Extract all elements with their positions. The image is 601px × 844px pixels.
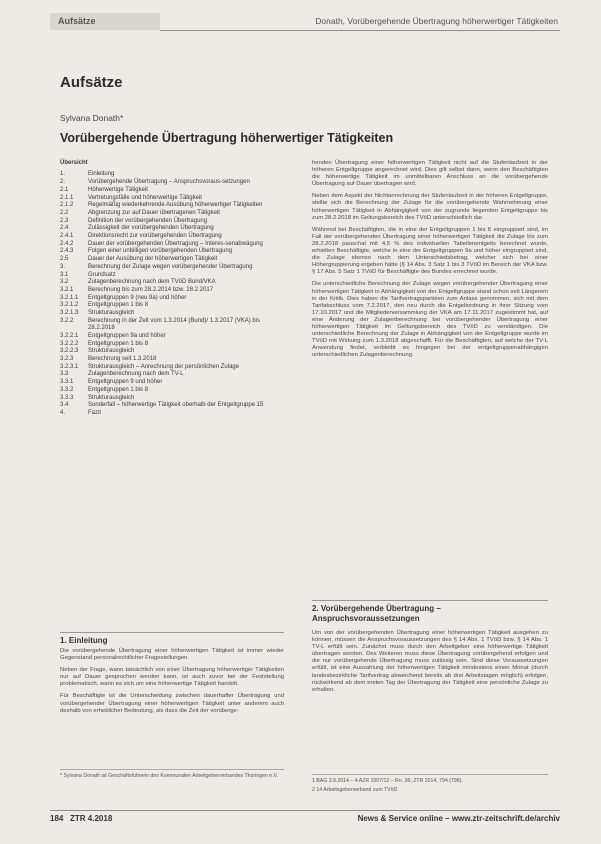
toc-item-number: 2.: [60, 179, 66, 186]
toc-item: [60, 333, 284, 340]
section-title: Aufsätze: [60, 74, 123, 91]
toc-item-text: Strukturausgleich: [88, 310, 135, 317]
toc-item: [60, 287, 284, 294]
header-tag-text: Aufsätze: [58, 16, 96, 26]
footnote: 2 14 Arbeitsgeberverband zum TVöD.: [312, 787, 399, 793]
toc-item: [60, 387, 284, 394]
toc-item-number: 2.4.3: [60, 248, 74, 255]
toc-item-text: Regelmäßig wiederkehrende Ausübung höherwertiger Tätigkeiten: [88, 202, 263, 209]
toc-item: [60, 279, 284, 286]
toc-item-text: Sonderfall – höherwertige Tätigkeit oberhalb der Entgeltgruppe 15: [88, 402, 264, 409]
toc-item-number: 3.3.2: [60, 386, 74, 393]
toc-item-text: Folgen einer unbilligen vorübergehenden Übertragung: [88, 248, 233, 255]
toc-item-number: 3.: [60, 263, 66, 270]
toc-item-number: 3.2.2.1: [60, 332, 79, 339]
toc-item-text: Vertretungsfälle und höherwertige Tätigkeit: [88, 194, 202, 201]
toc-item-text: Berechnung seit 1.3.2018: [88, 355, 157, 362]
toc-item-text: Berechnung in der Zeit vom 1.3.2014 (Bund)/ 1.3.2017 (VKA) bis 28.2.2018: [88, 317, 261, 332]
toc-item: [60, 187, 284, 194]
toc-item-text: Grundsatz: [88, 271, 116, 278]
toc-item-number: 2.4: [60, 225, 69, 232]
right-column-body: [312, 160, 548, 364]
toc-item-number: 2.1: [60, 186, 69, 193]
toc-item: [60, 248, 284, 255]
toc-item-number: 3.2.1.3: [60, 310, 79, 317]
header-section-tag: [50, 13, 160, 30]
toc-item-number: 2.2: [60, 209, 69, 216]
paragraph: Neben dem Aspekt der Nichtanrechnung der Stufenlaufzeit in der höheren Entgeltgruppe, stellte sich die Berechnung der Zulage für die vorübergehende Wahrnehmung einer höherwertigen Tätigkeit in Abhängigkeit von der zugrunde liegenden Entgeltgruppe bis zum 28.2.2018 im Geltungsbereich des TVöD unterschiedlich dar.: [312, 193, 548, 221]
page-number: 184: [50, 814, 64, 823]
paragraph: Neben der Frage, wann tatsächlich von einer Übertragung höherwertiger Tätigkeiten nur auf Dauer gesprochen werden kann, ist auch zuvor bei der Feststellung problematisch, wann es sich um eine höherwertige Tätigkeit handelt.: [60, 667, 284, 688]
toc-item: [60, 302, 284, 309]
paragraph: henden Übertragung einer höherwertigen Tätigkeit nicht auf die Stufenlaufzeit in der höheren Entgeltgruppe angerechnet wird. Dies gilt selbst dann, wenn den Beschäftigten die höherwertige Tätigkeit im unmittelbaren Anschluss an die vorübergehende Übertragung auf Dauer übertragen wird.: [312, 160, 548, 188]
toc-item-number: 3.2.2: [60, 317, 74, 324]
toc-item-number: 3.2.3.1: [60, 363, 79, 370]
toc-item-number: 2.4.1: [60, 233, 74, 240]
toc-item-number: 3.3.1: [60, 379, 74, 386]
toc-item-number: 3.3: [60, 371, 69, 378]
toc-item: [60, 272, 284, 279]
toc-item-number: 2.3: [60, 217, 69, 224]
toc-item-number: 3.2.1.2: [60, 302, 79, 309]
footer-link[interactable]: News & Service online – www.ztr-zeitschrift.de/archiv: [357, 814, 560, 823]
toc-item-text: Zulässigkeit der vorübergehenden Übertragung: [88, 225, 214, 232]
page-footer: [50, 810, 560, 825]
paragraph: Während bei Beschäftigten, die in eine der Entgeltgruppen 1 bis 8 eingruppiert sind, im Fall der vorübergehenden Übertragung einer höherwertigen Tätigkeit die Zulage bis zum 28.2.2018 pauschal mit 4,5 % des individuellen Tabellenentgelts berechnet wurde, erhielten Beschäftigte, welche in eine der Entgeltgruppen 9a und höher eingruppiert sind, die Zulage ebenso nach dem Unterschiedsbetrag, welcher sich bei einer Höhergruppierung ergeben hätte (§ 14 Abs. 3 Satz 1 bis 3 TVöD im Bereich der VKA bzw. § 17 Abs. 5 Satz 1 TVöD für Beschäftigte des Bundes errechnet wurde.: [312, 226, 548, 276]
toc-item-text: Vorübergehende Übertragung – Anspruchsvoraus-setzungen: [88, 179, 250, 186]
toc-item-text: Entgeltgruppen 1 bis 8: [88, 340, 149, 347]
toc-item-number: 2.5: [60, 256, 69, 263]
paragraph: Um von der vorübergehenden Übertragung einer höherwertigen Tätigkeit ausgehen zu können, müssen die Anspruchsvoraussetzungen des § 14 Abs. 1 TVöD bzw. § 14 Abs. 1 TV-L erfüllt sein. Zunächst muss durch den Arbeitgeber eine höherwertige Tätigkeit übertragen worden. Des Weiteren muss diese Übertragung vorübergehend erfolgen und die nur vorübergehende Übertragung muss zulässig sein. Sind diese Voraussetzungen erfüllt, ist eine Auszahlung der höherwertigen Tätigkeit mindestens einen Monat (durch landesbezirkliche Tarifvertrag abweichend bereits ab drei Arbeitstagen möglich) erfolgen, rückwirkend ab dem ersten Tag der Übertragung der Tätigkeit eine persönliche Zulage zu erhalten.: [312, 630, 548, 693]
heading-einleitung: 1. Einleitung: [60, 632, 284, 645]
toc-item: [60, 264, 284, 271]
toc-item: [60, 379, 284, 386]
paragraph: Die unterschiedliche Berechnung der Zulage wegen vorübergehender Übertragung einer höherwertigen Tätigkeit in Abhängigkeit von der Entgeltgruppe stand schon seit Längerem in der Kritik. Dies haben die Tarifvertragsparteien zum Anlass genommen, sich mit dem Tarifabschluss vom 7.2.2017, den neu durch die Entgeltordnung in ihrer Sitzung vom 17.10.2017 und die Mitgliederversammlung der VKA am 17.11.2017 zugestimmt hat, auf eine Änderung der Zulagenberechnung bei vorübergehender Übertragung einer höherwertigen Tätigkeit im Geltungsbereich des TVöD zu verständigen. Die unterschiedliche Berechnung der Zulage in Abhängigkeit von der Entgeltgruppe wurde im TVöD mit Wirkung zum 1.3.2018 abgeschafft. Für die Beschäftigten, auf welche der TV-L Anwendung findet, verbleibt es hingegen bei der entgeltgruppenabhängigen unterschiedlichen Zulagenberechnung.: [312, 281, 548, 359]
toc-item: [60, 341, 284, 348]
toc-item: [60, 356, 284, 363]
toc-item-number: 3.2: [60, 279, 69, 286]
toc-item-number: 2.4.2: [60, 240, 74, 247]
toc-item: [60, 348, 284, 355]
toc-list: [60, 171, 284, 417]
toc-item-text: Zulagenberechnung nach dem TVöD Bund/VKA: [88, 279, 216, 286]
toc-item: [60, 295, 284, 302]
toc-item: [60, 179, 284, 186]
toc-item-text: Entgeltgruppen 1 bis 8: [88, 386, 149, 393]
journal-issue: ZTR 4.2018: [70, 814, 113, 823]
left-footnote: * Sylvana Donath ist Geschäftsführerin des Kommunalen Arbeitgeberverbandes Thüringen e.V.: [60, 769, 284, 779]
paragraph: Die vorübergehende Übertragung einer höherwertigen Tätigkeit ist immer wieder Gegenstand personalrechtlicher Fragestellungen.: [60, 648, 284, 662]
toc-heading: Übersicht: [60, 160, 88, 166]
toc-item: [60, 395, 284, 402]
toc-item-text: Einleitung: [88, 171, 115, 178]
right-footnotes: [312, 774, 548, 796]
toc-item-text: Strukturausgleich – Anrechnung der persönlichen Zulage: [88, 363, 240, 370]
toc-item: [60, 225, 284, 232]
toc-item-text: Entgeltgruppen 1 bis 8: [88, 302, 149, 309]
toc-item-text: Abgrenzung zur auf Dauer übertragenen Tätigkeit: [88, 209, 220, 216]
toc-item-text: Direktionsrecht zur vorübergehenden Übertragung: [88, 233, 222, 240]
running-header: [50, 13, 560, 30]
toc-item: [60, 364, 284, 371]
toc-item-number: 3.2.1.1: [60, 294, 79, 301]
toc-item-number: 1.: [60, 171, 66, 178]
toc-item-text: Berechnung bis zum 28.2.2014 bzw. 28.2.2017: [88, 286, 214, 293]
toc-item-text: Höherwertige Tätigkeit: [88, 186, 148, 193]
toc-item-text: Entgeltgruppen 9a und höher: [88, 332, 166, 339]
table-of-contents: [60, 160, 284, 418]
toc-item-text: Fazit: [88, 409, 102, 416]
toc-item-text: Berechnung der Zulage wegen vorübergehender Übertragung: [88, 263, 253, 270]
toc-item-number: 3.2.2.2: [60, 340, 79, 347]
right-column-body-2: [312, 630, 548, 699]
toc-item: [60, 195, 284, 202]
toc-item-number: 3.2.3: [60, 355, 74, 362]
toc-item-number: 2.1.2: [60, 202, 74, 209]
heading-anspruchsvoraussetzungen: 2. Vorübergehende Übertragung – Anspruchsvoraussetzungen: [312, 600, 548, 624]
toc-item-number: 4.: [60, 409, 66, 416]
footnote: 1 BAG 3.9.2014 – 4 AZR 1007/12 – Rn. 36; ZTR 2014, 794 (798).: [312, 778, 463, 784]
toc-item-text: Definition der vorübergehenden Übertragung: [88, 217, 208, 224]
toc-item: [60, 310, 284, 317]
author: Sylvana Donath*: [60, 113, 124, 123]
left-column-body: [60, 648, 284, 720]
toc-item: [60, 202, 284, 209]
header-running-title: Donath, Vorübergehende Übertragung höherwertiger Tätigkeiten: [315, 16, 558, 26]
toc-item: [60, 233, 284, 240]
article-title: Vorübergehende Übertragung höherwertiger Tätigkeiten: [60, 131, 394, 145]
paragraph: Für Beschäftigte ist die Unterscheidung zwischen dauerhafter Übertragung und vorübergehender Übertragung einer höherwertigen Tätigkeit unter anderem auch deshalb von erheblicher Bedeutung, als dass die Zeit der vorüberge-: [60, 693, 284, 714]
toc-item: [60, 218, 284, 225]
toc-item-number: 3.3.3: [60, 394, 74, 401]
toc-item-number: 2.1.1: [60, 194, 74, 201]
toc-item-number: 3.1: [60, 271, 69, 278]
toc-item: [60, 371, 284, 378]
toc-item: [60, 402, 284, 409]
toc-item-text: Strukturausgleich: [88, 348, 135, 355]
toc-item-number: 3.2.2.3: [60, 348, 79, 355]
footer-page-info: [50, 814, 112, 823]
toc-item-text: Entgeltgruppen 9 (neu 9a) und höher: [88, 294, 187, 301]
toc-item: [60, 410, 284, 417]
toc-item: [60, 318, 284, 333]
toc-item-text: Zulagenberechnung nach dem TV-L: [88, 371, 184, 378]
toc-item-text: Dauer der Ausübung der höherwertigen Tätigkeit: [88, 256, 218, 263]
toc-item-text: Strukturausgleich: [88, 394, 135, 401]
toc-item: [60, 210, 284, 217]
toc-item-number: 3.4: [60, 402, 69, 409]
toc-item-text: Entgeltgruppen 9 und höher: [88, 379, 163, 386]
toc-item: [60, 256, 284, 263]
toc-item-number: 3.2.1: [60, 286, 74, 293]
toc-item-text: Dauer der vorübergehenden Übertragung – Interes-senabwägung: [88, 240, 263, 247]
toc-item: [60, 171, 284, 178]
